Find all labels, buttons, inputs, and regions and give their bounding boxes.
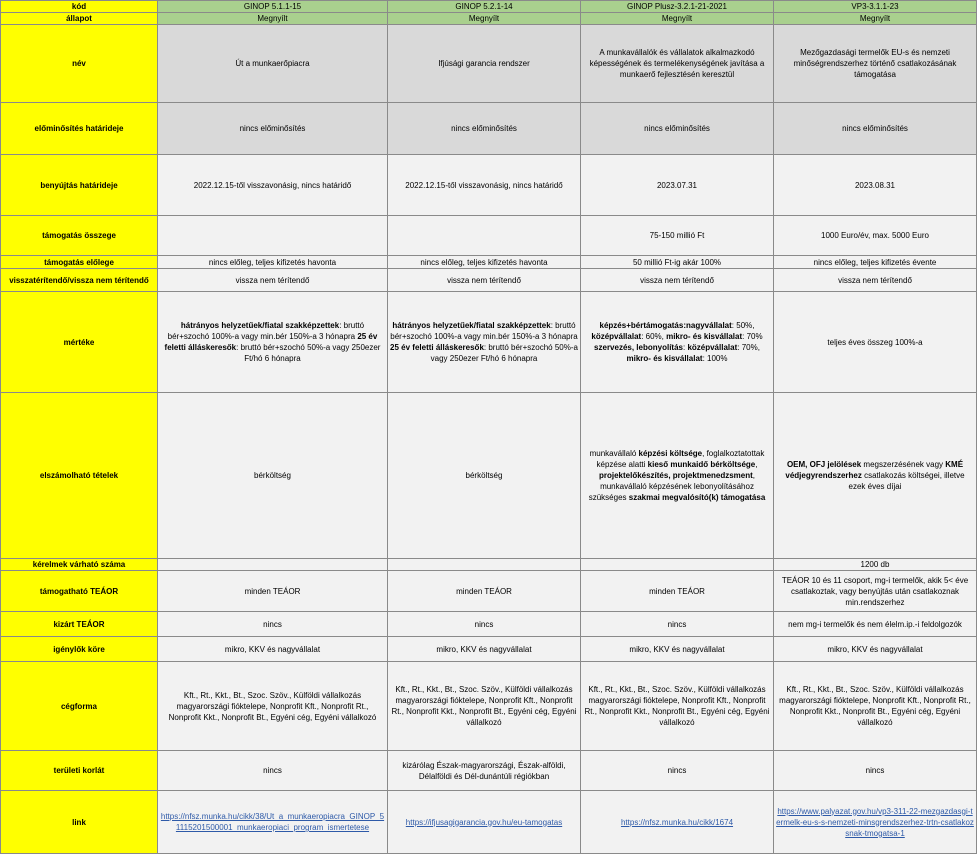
link-cell[interactable]: https://nfsz.munka.hu/cikk/38/Ut_a_munkaeropiacra_GINOP_51115201500001_munkaeropiaci_program_ismertetese bbox=[158, 791, 388, 854]
row-label: előminősítés határideje bbox=[1, 103, 158, 155]
row-label: mértéke bbox=[1, 292, 158, 393]
cell: Megnyílt bbox=[388, 13, 581, 25]
row-merteke bbox=[1, 292, 977, 393]
cell: mikro, KKV és nagyvállalat bbox=[388, 637, 581, 662]
cell: bérköltség bbox=[158, 393, 388, 559]
cell: Megnyílt bbox=[581, 13, 774, 25]
cell: mikro, KKV és nagyvállalat bbox=[158, 637, 388, 662]
row-osszeg bbox=[1, 216, 977, 256]
bold-text: KMÉ védjegyrendszerhez bbox=[785, 460, 964, 480]
row-kizart bbox=[1, 612, 977, 637]
cell: A munkavállalók és vállalatok alkalmazkodó képességének és termelékenységének javítása a munkaerő fejlesztésén keresztül bbox=[581, 25, 774, 103]
cell: Kft., Rt., Kkt., Bt., Szoc. Szöv., Külföldi vállalkozás magyarországi fióktelepe, Nonprofit Kft., Nonprofit Rt., Nonprofit Kkt., Nonprofit Bt., Egyéni cég, Egyéni vállalkozó bbox=[774, 662, 977, 751]
row-visszater bbox=[1, 269, 977, 292]
cell: kizárólag Észak-magyarországi, Észak-alföldi, Délalföldi és Dél-dunántúli régiókban bbox=[388, 751, 581, 791]
cell: Kft., Rt., Kkt., Bt., Szoc. Szöv., Külföldi vállalkozás magyarországi fióktelepe, Nonprofit Kft., Nonprofit Rt., Nonprofit Kkt., Nonprofit Bt., Egyéni cég, Egyéni vállalkozó bbox=[388, 662, 581, 751]
bold-text: középvállalat bbox=[687, 343, 738, 352]
cell: vissza nem térítendő bbox=[774, 269, 977, 292]
row-label: visszatérítendő/vissza nem térítendő bbox=[1, 269, 158, 292]
row-label: link bbox=[1, 791, 158, 854]
row-teruleti bbox=[1, 751, 977, 791]
row-benyujtas bbox=[1, 155, 977, 216]
cell: 2022.12.15-től visszavonásig, nincs határidő bbox=[388, 155, 581, 216]
cell: minden TEÁOR bbox=[388, 571, 581, 612]
cell: nincs bbox=[774, 751, 977, 791]
bold-text: középvállalat bbox=[591, 332, 642, 341]
row-label: kérelmek várható száma bbox=[1, 559, 158, 571]
cell: Mezőgazdasági termelők EU-s és nemzeti minőségrendszerhez történő csatlakozásának támogatása bbox=[774, 25, 977, 103]
row-label: támogatás összege bbox=[1, 216, 158, 256]
cell: vissza nem térítendő bbox=[581, 269, 774, 292]
column-header: GINOP 5.2.1-14 bbox=[388, 1, 581, 13]
row-label: cégforma bbox=[1, 662, 158, 751]
cell bbox=[158, 559, 388, 571]
bold-text: szervezés, lebonyolítás bbox=[594, 343, 683, 352]
cell: bérköltség bbox=[388, 393, 581, 559]
cell: hátrányos helyzetűek/fiatal szakképzettek: bruttó bér+szochó 100%-a vagy min.bér 150%-a 3 hónapra 25 év feletti álláskeresők: bruttó bér+szochó 50%-a vagy 250ezer Ft/hó 6 hónapra bbox=[158, 292, 388, 393]
row-label: név bbox=[1, 25, 158, 103]
cell: TEÁOR 10 és 11 csoport, mg-i termelők, akik 5< éve csatlakoztak, vagy benyújtás után csatlakoznak min.rendszerhez bbox=[774, 571, 977, 612]
bold-text: hátrányos helyzetűek/fiatal szakképzettek bbox=[180, 321, 340, 330]
row-label: támogatható TEÁOR bbox=[1, 571, 158, 612]
cell: Kft., Rt., Kkt., Bt., Szoc. Szöv., Külföldi vállalkozás magyarországi fióktelepe, Nonprofit Kft., Nonprofit Rt., Nonprofit Kkt., Nonprofit Bt., Egyéni cég, Egyéni vállalkozó bbox=[581, 662, 774, 751]
cell: nincs bbox=[581, 612, 774, 637]
cell: Ifjúsági garancia rendszer bbox=[388, 25, 581, 103]
cell: nincs bbox=[158, 612, 388, 637]
cell bbox=[388, 559, 581, 571]
row-label-kod: kód bbox=[1, 1, 158, 13]
cell: nincs bbox=[581, 751, 774, 791]
cell: nincs előminősítés bbox=[581, 103, 774, 155]
bold-text: hátrányos helyzetűek/fiatal szakképzettek bbox=[392, 321, 551, 330]
row-label: igénylők köre bbox=[1, 637, 158, 662]
row-label: területi korlát bbox=[1, 751, 158, 791]
row-label: elszámolható tételek bbox=[1, 393, 158, 559]
bold-text: kieső munkaidő bérköltsége bbox=[647, 460, 756, 469]
row-cegforma bbox=[1, 662, 977, 751]
link-cell[interactable]: https://ifjusagigarancia.gov.hu/eu-tamogatas bbox=[388, 791, 581, 854]
cell: munkavállaló képzési költsége, foglalkoztatottak képzése alatti kieső munkaidő bérköltsége, projektelőkészítés, projektmenedzsment, munkavállaló képzésének lebonyolításához szükséges szakmai megvalósító(k) támogatása bbox=[581, 393, 774, 559]
cell: Megnyílt bbox=[158, 13, 388, 25]
cell: nincs előminősítés bbox=[388, 103, 581, 155]
link-cell[interactable]: https://www.palyazat.gov.hu/vp3-311-22-mezgazdasgi-termelk-eu-s-s-nemzeti-minsgrendszerhez-trtn-csatlakozsnak-tmogatsa-1 bbox=[774, 791, 977, 854]
bold-text: képzés+bértámogatás:nagyvállalat bbox=[599, 321, 732, 330]
cell: 2022.12.15-től visszavonásig, nincs határidő bbox=[158, 155, 388, 216]
cell: nincs előminősítés bbox=[774, 103, 977, 155]
cell: 2023.07.31 bbox=[581, 155, 774, 216]
cell: hátrányos helyzetűek/fiatal szakképzettek: bruttó bér+szochó 100%-a vagy min.bér 150%-a 3 hónapra 25 év feletti álláskeresők: bruttó bér+szochó 50%-a vagy 250ezer Ft/hó 6 hónapra bbox=[388, 292, 581, 393]
link-cell[interactable]: https://nfsz.munka.hu/cikk/1674 bbox=[581, 791, 774, 854]
cell: nem mg-i termelők és nem élelm.ip.-i feldolgozók bbox=[774, 612, 977, 637]
bold-text: OEM, OFJ jelölések bbox=[786, 460, 862, 469]
cell: 2023.08.31 bbox=[774, 155, 977, 216]
cell: vissza nem térítendő bbox=[158, 269, 388, 292]
cell: nincs előleg, teljes kifizetés havonta bbox=[388, 256, 581, 269]
cell: OEM, OFJ jelölések megszerzésének vagy KMÉ védjegyrendszerhez csatlakozás költségei, illetve ezek éves díjai bbox=[774, 393, 977, 559]
cell: képzés+bértámogatás:nagyvállalat: 50%, középvállalat: 60%, mikro- és kisvállalat: 70% szervezés, lebonyolítás: középvállalat: 70%, mikro- és kisvállalat: 100% bbox=[581, 292, 774, 393]
column-header: GINOP 5.1.1-15 bbox=[158, 1, 388, 13]
column-header: VP3-3.1.1-23 bbox=[774, 1, 977, 13]
cell: 75-150 millió Ft bbox=[581, 216, 774, 256]
cell: nincs előleg, teljes kifizetés évente bbox=[774, 256, 977, 269]
cell bbox=[388, 216, 581, 256]
cell: 50 millió Ft-ig akár 100% bbox=[581, 256, 774, 269]
cell: Kft., Rt., Kkt., Bt., Szoc. Szöv., Külföldi vállalkozás magyarországi fióktelepe, Nonprofit Kft., Nonprofit Rt., Nonprofit Kkt., Nonprofit Bt., Egyéni cég, Egyéni vállalkozó bbox=[158, 662, 388, 751]
cell: nincs előminősítés bbox=[158, 103, 388, 155]
row-link bbox=[1, 791, 977, 854]
row-allapot bbox=[1, 13, 977, 25]
cell: nincs előleg, teljes kifizetés havonta bbox=[158, 256, 388, 269]
row-elominosites bbox=[1, 103, 977, 155]
bold-text: 25 év feletti álláskeresők bbox=[164, 332, 378, 352]
cell: nincs bbox=[158, 751, 388, 791]
cell bbox=[158, 216, 388, 256]
row-label: állapot bbox=[1, 13, 158, 25]
cell: minden TEÁOR bbox=[158, 571, 388, 612]
cell: minden TEÁOR bbox=[581, 571, 774, 612]
cell bbox=[581, 559, 774, 571]
cell: Megnyílt bbox=[774, 13, 977, 25]
column-header: GINOP Plusz-3.2.1-21-2021 bbox=[581, 1, 774, 13]
row-eloleg bbox=[1, 256, 977, 269]
bold-text: képzési költsége bbox=[638, 449, 703, 458]
cell: mikro, KKV és nagyvállalat bbox=[774, 637, 977, 662]
row-igenylok bbox=[1, 637, 977, 662]
cell: mikro, KKV és nagyvállalat bbox=[581, 637, 774, 662]
row-elszamolhato bbox=[1, 393, 977, 559]
row-teaor bbox=[1, 571, 977, 612]
bold-text: mikro- és kisvállalat bbox=[666, 332, 743, 341]
cell: teljes éves összeg 100%-a bbox=[774, 292, 977, 393]
header-row bbox=[1, 1, 977, 13]
cell: Út a munkaerőpiacra bbox=[158, 25, 388, 103]
cell: 1000 Euro/év, max. 5000 Euro bbox=[774, 216, 977, 256]
cell: vissza nem térítendő bbox=[388, 269, 581, 292]
bold-text: 25 év feletti álláskeresők bbox=[390, 343, 484, 352]
row-label: támogatás előlege bbox=[1, 256, 158, 269]
row-kerelmek bbox=[1, 559, 977, 571]
bold-text: mikro- és kisvállalat bbox=[626, 354, 703, 363]
bold-text: projektelőkészítés, projektmenedzsment bbox=[598, 471, 753, 480]
row-label: kizárt TEÁOR bbox=[1, 612, 158, 637]
row-label: benyújtás határideje bbox=[1, 155, 158, 216]
bold-text: szakmai megvalósító(k) támogatása bbox=[628, 493, 766, 502]
cell: nincs bbox=[388, 612, 581, 637]
cell: 1200 db bbox=[774, 559, 977, 571]
row-nev bbox=[1, 25, 977, 103]
